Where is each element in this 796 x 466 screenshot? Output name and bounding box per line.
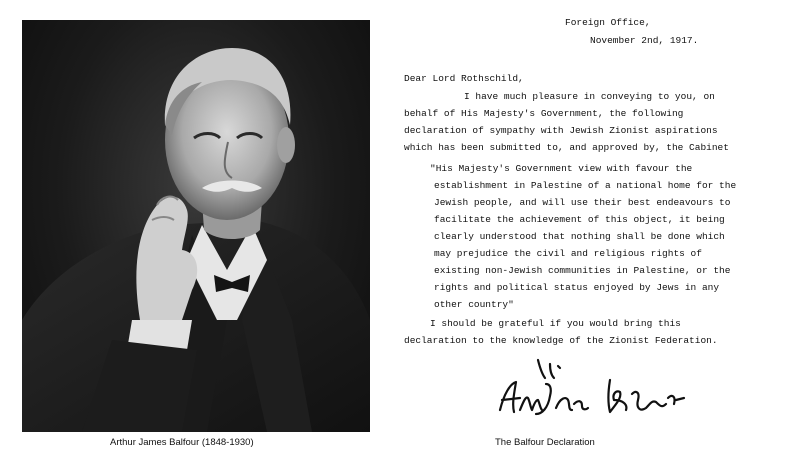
letter-salutation: Dear Lord Rothschild, (404, 73, 524, 84)
letter-quote-line: other country" (434, 299, 514, 310)
letter-line: declaration to the knowledge of the Zionist Federation. (404, 335, 718, 346)
letter-quote-line: facilitate the achievement of this object, it being (434, 214, 725, 225)
letter-line: I have much pleasure in conveying to you, on (464, 91, 715, 102)
letter-line: I should be grateful if you would bring this (430, 318, 681, 329)
letter-line: which has been submitted to, and approved by, the Cabinet (404, 142, 729, 153)
letter-office: Foreign Office, (565, 17, 651, 28)
portrait-caption: Arthur James Balfour (1848-1930) (110, 437, 254, 448)
letter-quote-line: may prejudice the civil and religious rights of (434, 248, 702, 259)
letter-line: declaration of sympathy with Jewish Zionist aspirations (404, 125, 718, 136)
letter-quote-line: establishment in Palestine of a national home for the (434, 180, 737, 191)
portrait-illustration (22, 20, 370, 432)
letter-quote-line: "His Majesty's Government view with favour the (430, 163, 693, 174)
letter-line: behalf of His Majesty's Government, the following (404, 108, 684, 119)
letter-caption: The Balfour Declaration (495, 437, 595, 448)
letter-quote-line: clearly understood that nothing shall be done which (434, 231, 725, 242)
handwritten-signature (490, 354, 690, 424)
balfour-portrait-photo (22, 20, 370, 432)
letter-quote-line: rights and political status enjoyed by Jews in any (434, 282, 720, 293)
letter-quote-line: existing non-Jewish communities in Palestine, or the (434, 265, 731, 276)
letter-date: November 2nd, 1917. (590, 35, 699, 46)
letter-quote-line: Jewish people, and will use their best endeavours to (434, 197, 731, 208)
balfour-declaration-letter (400, 14, 790, 434)
